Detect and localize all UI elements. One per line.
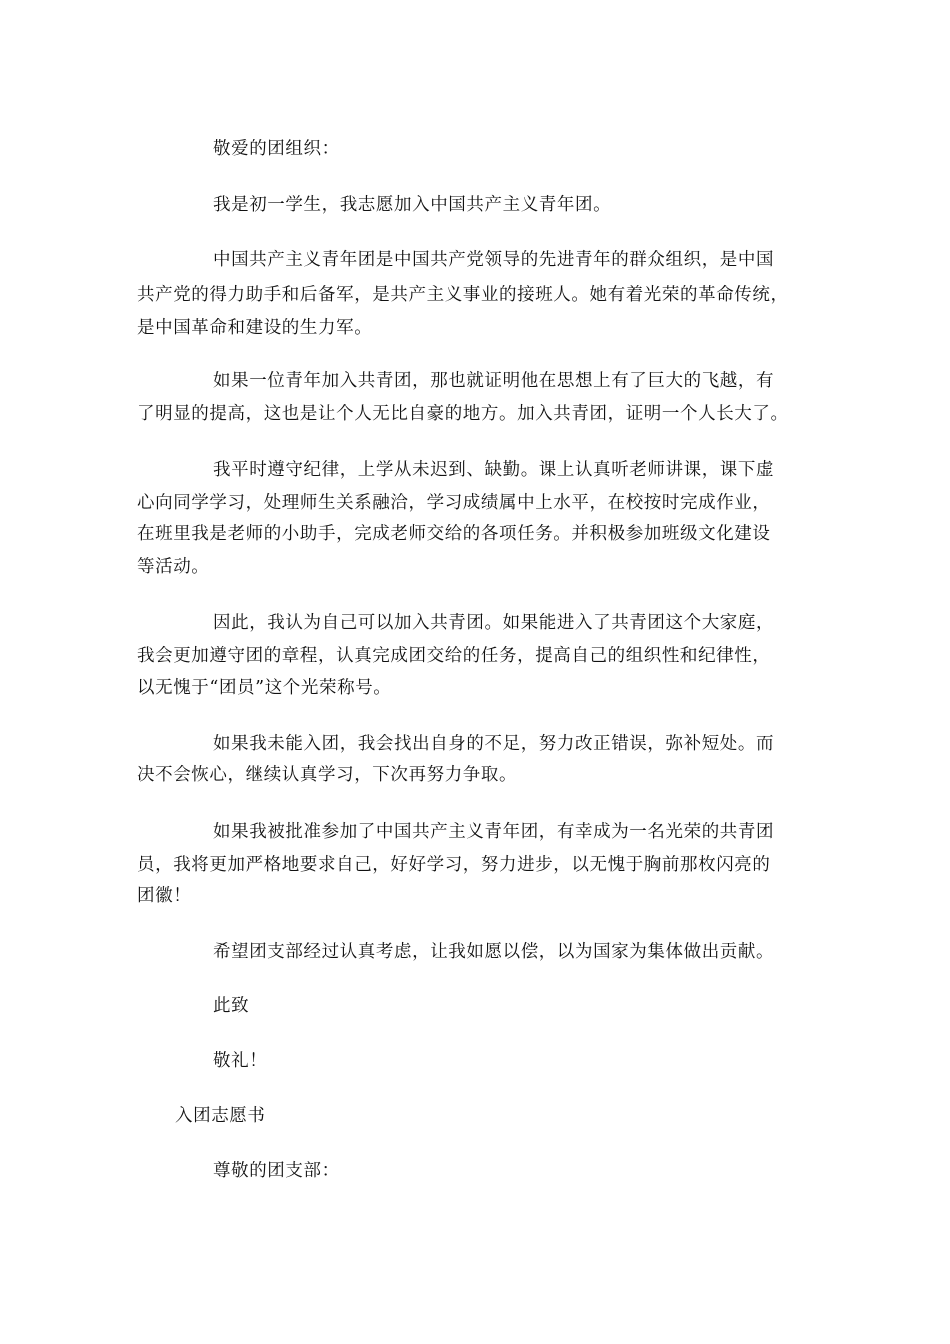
paragraph-line: 我会更加遵守团的章程，认真完成团交给的任务，提高自己的组织性和纪律性，	[137, 646, 771, 666]
paragraph-line: 如果一位青年加入共青团，那也就证明他在思想上有了巨大的飞越，有	[213, 371, 775, 391]
paragraph-line: 以无愧于“团员”这个光荣称号。	[137, 678, 392, 698]
paragraph-line: 我平时遵守纪律，上学从未迟到、缺勤。课上认真听老师讲课，课下虚	[213, 460, 775, 480]
paragraph-line: 中国共产主义青年团是中国共产党领导的先进青年的群众组织，是中国	[213, 250, 775, 270]
paragraph-line: 员，我将更加严格地要求自己，好好学习，努力进步，以无愧于胸前那枚闪亮的	[137, 855, 771, 875]
salutation-2: 尊敬的团支部：	[213, 1161, 340, 1181]
paragraph-line: 等活动。	[137, 557, 210, 577]
paragraph-line: 如果我未能入团，我会找出自身的不足，努力改正错误，弥补短处。而	[213, 734, 775, 754]
paragraph-line: 共产党的得力助手和后备军，是共产主义事业的接班人。她有着光荣的革命传统，	[137, 285, 789, 305]
paragraph-line: 了明显的提高，这也是让个人无比自豪的地方。加入共青团，证明一个人长大了。	[137, 404, 789, 424]
salutation: 敬爱的团组织：	[213, 139, 340, 159]
paragraph-line: 是中国革命和建设的生力军。	[137, 318, 373, 338]
paragraph-line: 希望团支部经过认真考虑，让我如愿以偿，以为国家为集体做出贡献。	[213, 942, 775, 962]
closing-line-1: 此致	[213, 996, 250, 1016]
closing-line-2: 敬礼！	[213, 1051, 268, 1071]
paragraph-line: 决不会恢心，继续认真学习，下次再努力争取。	[137, 765, 518, 785]
paragraph-line: 心向同学学习，处理师生关系融洽，学习成绩属中上水平，在校按时完成作业，	[137, 493, 771, 513]
paragraph-line: 如果我被批准参加了中国共产主义青年团，有幸成为一名光荣的共青团	[213, 822, 775, 842]
paragraph-line: 团徽！	[137, 886, 192, 906]
paragraph-line: 我是初一学生，我志愿加入中国共产主义青年团。	[213, 195, 612, 215]
paragraph-line: 因此，我认为自己可以加入共青团。如果能进入了共青团这个大家庭，	[213, 613, 775, 633]
paragraph-line: 在班里我是老师的小助手，完成老师交给的各项任务。并积极参加班级文化建设	[137, 524, 771, 544]
section-title: 入团志愿书	[175, 1106, 266, 1126]
